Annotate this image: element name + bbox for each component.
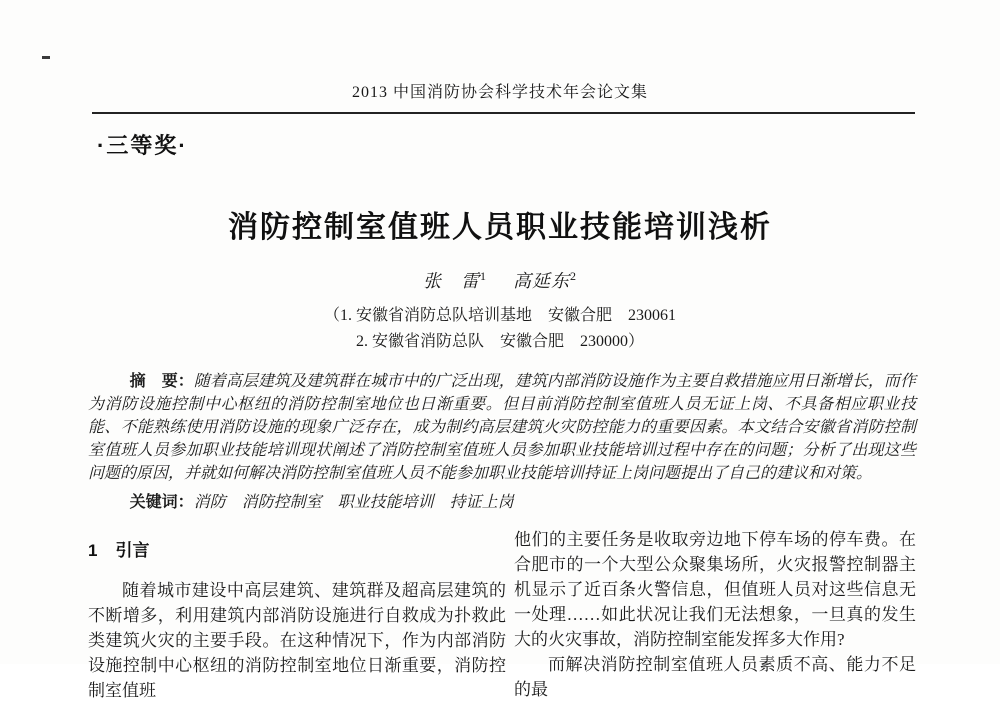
keywords-line bbox=[88, 489, 916, 512]
proceedings-header: 2013 中国消防协会科学技术年会论文集 bbox=[351, 84, 648, 101]
authors-line bbox=[0, 267, 1000, 293]
author-name-1: 张 雷 bbox=[423, 271, 480, 291]
award-badge: ·三等奖· bbox=[97, 133, 188, 158]
right-paragraph-continuation: 他们的主要任务是收取旁边地下停车场的停车费。在合肥市的一个大型公众聚集场所，火灾报警控制器主机显示了近百条火警信息，但值班人员对这些信息无一处理……如此状况让我们无法想象，一旦真的发生大的火灾事故，消防控制室能发挥多大作用? bbox=[514, 530, 916, 649]
section-1-title: 引言 bbox=[115, 541, 150, 560]
affiliations-block bbox=[0, 303, 1000, 355]
author-affil-marker-1: 1 bbox=[480, 269, 487, 283]
section-1-number: 1 bbox=[88, 541, 98, 560]
author-affil-marker-2: 2 bbox=[570, 269, 577, 283]
keywords-text: 消防 消防控制室 职业技能培训 持证上岗 bbox=[193, 494, 514, 511]
left-column bbox=[88, 527, 506, 703]
keywords-label: 关键词： bbox=[129, 494, 194, 511]
scan-artifact-dash bbox=[42, 56, 50, 59]
abstract-text: 随着高层建筑及建筑群在城市中的广泛出现，建筑内部消防设施作为主要自救措施应用日渐增长，而作为消防设施控制中心枢纽的消防控制室地位也日渐重要。但目前消防控制室值班人员无证上岗、不具备相应职业技能、不能熟练使用消防设施的现象广泛存在，成为制约高层建筑火灾防控能力的重要因素。本文结合安徽省消防控制室值班人员参加职业技能培训现状阐述了消防控制室值班人员参加职业技能培训过程中存在的问题；分析了出现这些问题的原因，并就如何解决消防控制室值班人员不能参加职业技能培训持证上岗问题提出了自己的建议和对策。 bbox=[88, 373, 916, 482]
affiliation-line-2: 2. 安徽省消防总队 安徽合肥 230000） bbox=[355, 333, 644, 350]
section-1-heading bbox=[88, 540, 506, 562]
abstract-label: 摘 要： bbox=[129, 373, 194, 390]
abstract-paragraph bbox=[88, 370, 916, 485]
right-paragraph-2: 而解决消防控制室值班人员素质不高、能力不足的最 bbox=[514, 655, 916, 699]
section-1-paragraph: 随着城市建设中高层建筑、建筑群及超高层建筑的不断增多，利用建筑内部消防设施进行自救成为扑救此类建筑火灾的主要手段。在这种情况下，作为内部消防设施控制中心枢纽的消防控制室地位日渐重要，消防控制室值班 bbox=[88, 581, 506, 700]
author-name-2: 高延东 bbox=[513, 271, 570, 291]
paper-title: 消防控制室值班人员职业技能培训浅析 bbox=[228, 211, 772, 244]
right-column bbox=[514, 527, 916, 702]
header-rule bbox=[92, 112, 915, 114]
affiliation-line-1: （1. 安徽省消防总队培训基地 安徽合肥 230061 bbox=[323, 307, 676, 324]
